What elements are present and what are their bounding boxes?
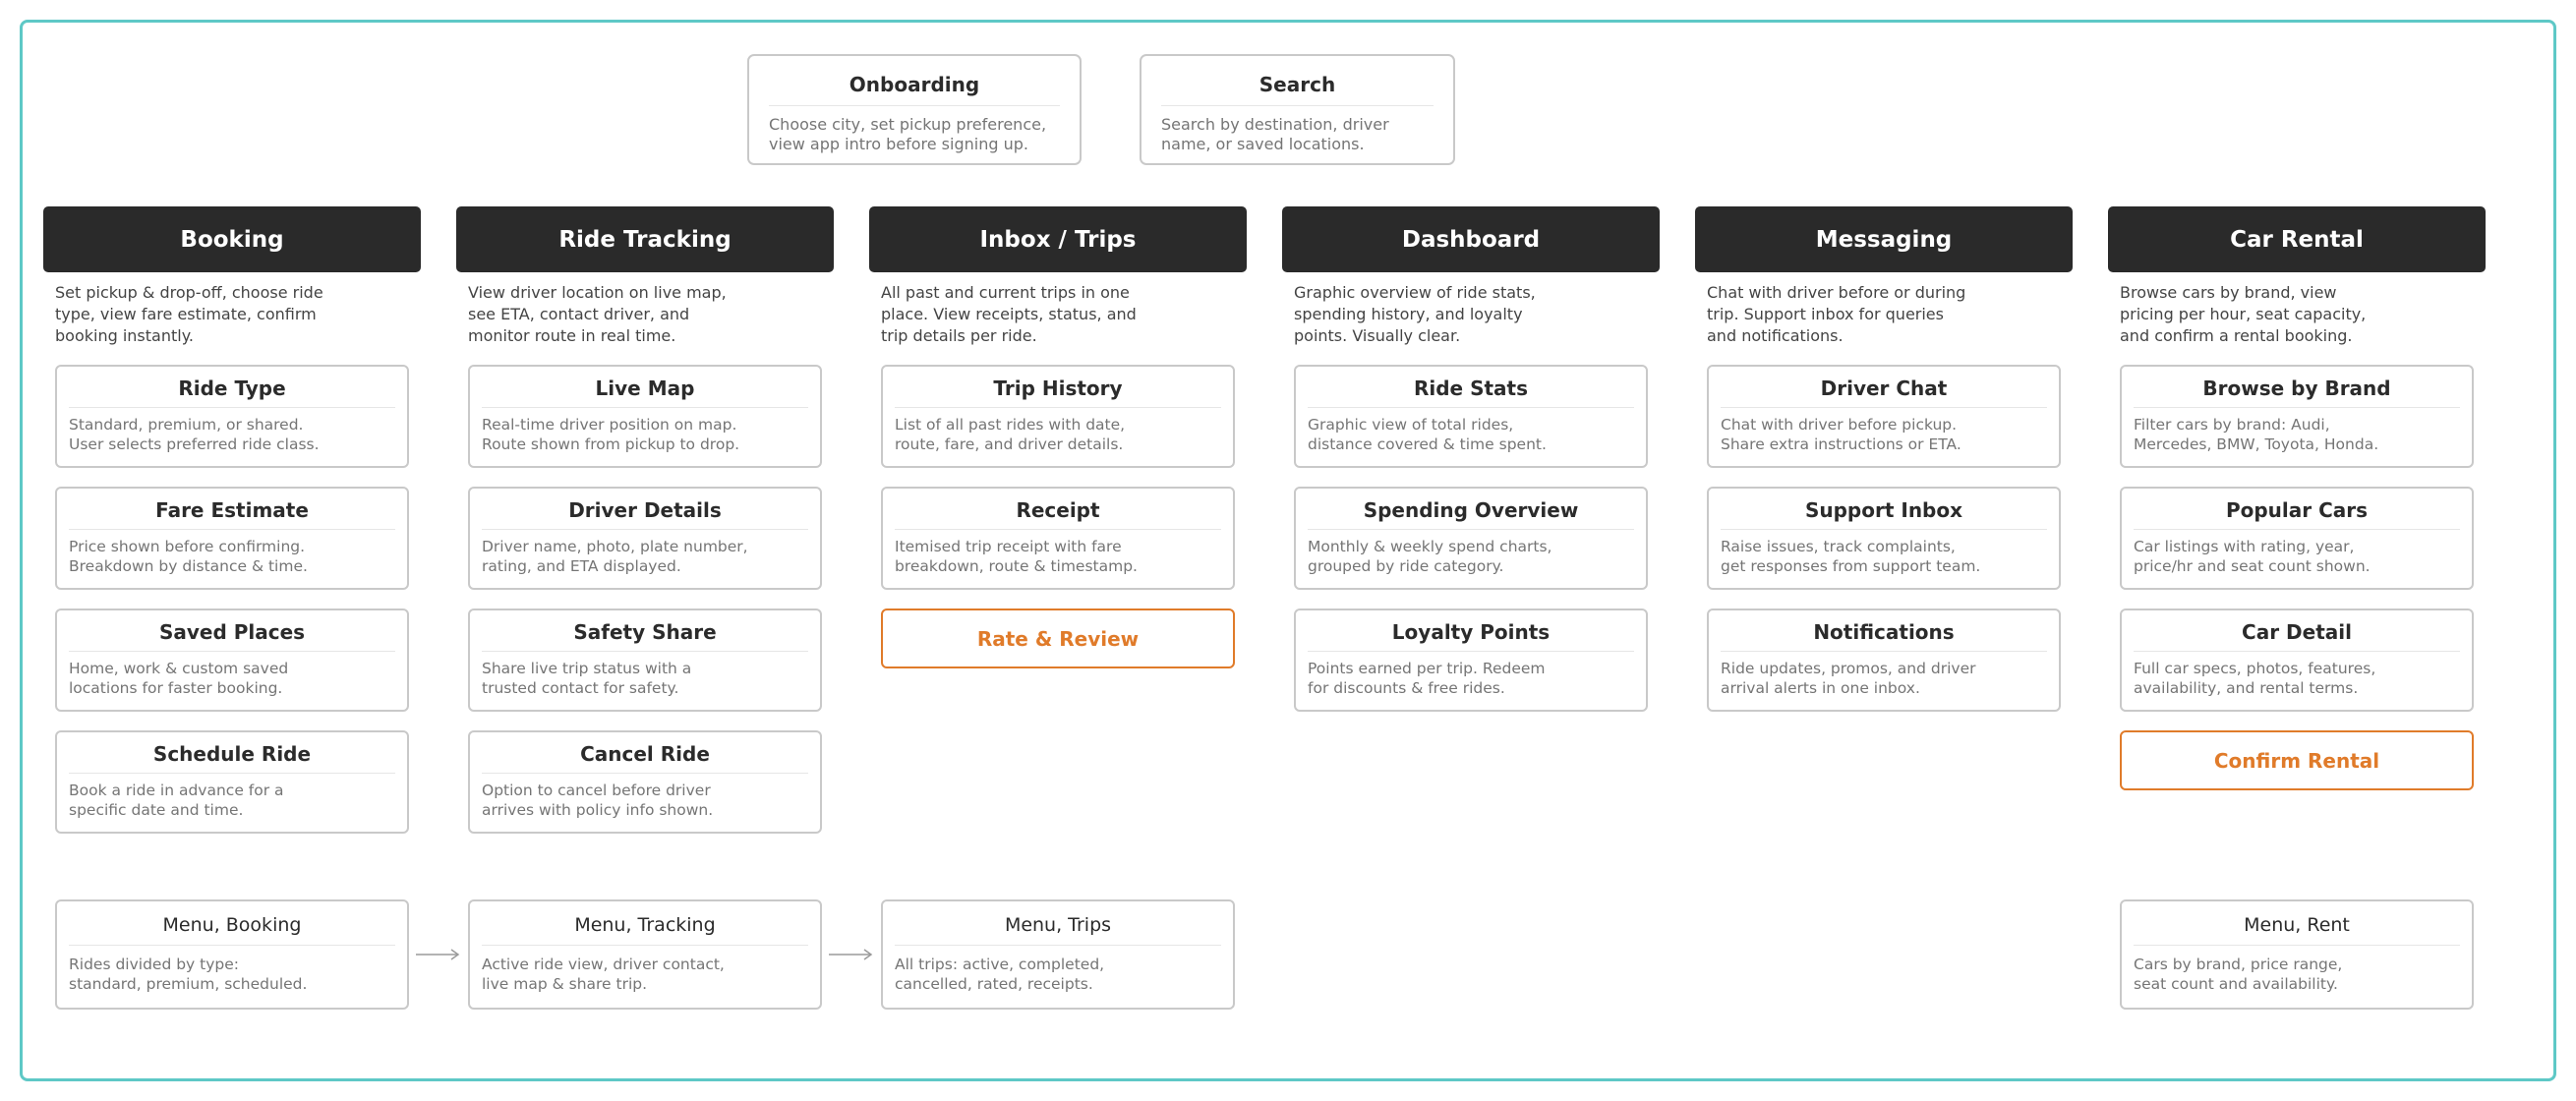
card-title: Spending Overview [1308,489,1634,530]
flow-arrow-icon [827,947,876,962]
card-description: Car listings with rating, year, price/hr and seat count shown. [2134,538,2371,575]
card-title: Receipt [895,489,1221,530]
card-title: Driver Chat [1721,367,2047,408]
menu-rent-card[interactable] [2120,899,2474,1010]
card-title: Ride Type [69,367,395,408]
card-description: Monthly & weekly spend charts, grouped by ride category. [1308,538,1552,575]
search-card[interactable] [1140,54,1455,165]
menu-trips-card[interactable] [881,899,1235,1010]
card-safety-share[interactable] [468,608,822,712]
card-title: Menu, Rent [2134,901,2460,946]
card-description: Cars by brand, price range, seat count and availability. [2134,956,2343,993]
card-description: Real-time driver position on map. Route shown from pickup to drop. [482,416,740,453]
column-header[interactable]: Messaging [1695,206,2073,272]
card-description: Graphic view of total rides, distance covered & time spent. [1308,416,1547,453]
onboarding-card[interactable] [747,54,1082,165]
card-description: Standard, premium, or shared. User selects preferred ride class. [69,416,320,453]
card-popular-cars[interactable] [2120,487,2474,590]
card-description: Share live trip status with a trusted contact for safety. [482,660,692,697]
card-description: Raise issues, track complaints, get responses from support team. [1721,538,1981,575]
card-description: Book a ride in advance for a specific date and time. [69,782,284,819]
column-header[interactable]: Dashboard [1282,206,1660,272]
column-description: All past and current trips in one place. View receipts, status, and trip details per ride. [881,283,1137,345]
card-spending-overview[interactable] [1294,487,1648,590]
card-driver-chat[interactable] [1707,365,2061,468]
card-description: Filter cars by brand: Audi, Mercedes, BMW, Toyota, Honda. [2134,416,2379,453]
card-description: Choose city, set pickup preference, view app intro before signing up. [769,115,1047,153]
card-trip-history[interactable] [881,365,1235,468]
card-car-detail[interactable] [2120,608,2474,712]
card-title: Browse by Brand [2134,367,2460,408]
card-description: Driver name, photo, plate number, rating, and ETA displayed. [482,538,748,575]
card-title: Ride Stats [1308,367,1634,408]
card-title: Cancel Ride [482,732,808,774]
card-description: Home, work & custom saved locations for faster booking. [69,660,289,697]
column-description: View driver location on live map, see ETA, contact driver, and monitor route in real time. [468,283,727,345]
card-title: Menu, Tracking [482,901,808,946]
card-receipt[interactable] [881,487,1235,590]
card-description: Active ride view, driver contact, live map & share trip. [482,956,725,993]
card-notifications[interactable] [1707,608,2061,712]
card-ride-type[interactable] [55,365,409,468]
card-ride-stats[interactable] [1294,365,1648,468]
column-ride-tracking [456,206,834,834]
card-fare-estimate[interactable] [55,487,409,590]
card-title: Live Map [482,367,808,408]
column-dashboard [1282,206,1660,712]
card-description: Itemised trip receipt with fare breakdown, route & timestamp. [895,538,1138,575]
card-title: Popular Cars [2134,489,2460,530]
menu-booking-card[interactable] [55,899,409,1010]
column-car-rental [2108,206,2486,790]
card-cancel-ride[interactable] [468,730,822,834]
card-description: List of all past rides with date, route, fare, and driver details. [895,416,1126,453]
card-title: Support Inbox [1721,489,2047,530]
card-title: Fare Estimate [69,489,395,530]
column-messaging [1695,206,2073,712]
card-title: Loyalty Points [1308,610,1634,652]
card-schedule-ride[interactable] [55,730,409,834]
card-description: Rides divided by type: standard, premium, scheduled. [69,956,308,993]
card-title: Driver Details [482,489,808,530]
card-description: Option to cancel before driver arrives with policy info shown. [482,782,714,819]
card-title: Saved Places [69,610,395,652]
column-description: Set pickup & drop-off, choose ride type, view fare estimate, confirm booking instantly. [55,283,323,345]
card-title: Search [1161,56,1434,106]
flow-arrow-icon [414,947,463,962]
column-description: Chat with driver before or during trip. Support inbox for queries and notifications. [1707,283,1966,345]
card-title: Car Detail [2134,610,2460,652]
card-description: Points earned per trip. Redeem for discounts & free rides. [1308,660,1546,697]
card-driver-details[interactable] [468,487,822,590]
card-description: Full car specs, photos, features, availability, and rental terms. [2134,660,2376,697]
card-title: Menu, Trips [895,901,1221,946]
card-title: Onboarding [769,56,1060,106]
column-description: Browse cars by brand, view pricing per hour, seat capacity, and confirm a rental booking. [2120,283,2367,345]
card-description: Ride updates, promos, and driver arrival alerts in one inbox. [1721,660,1976,697]
column-header[interactable]: Booking [43,206,421,272]
rate-review-button[interactable]: Rate & Review [881,608,1235,668]
card-live-map[interactable] [468,365,822,468]
card-browse-by-brand[interactable] [2120,365,2474,468]
card-title: Safety Share [482,610,808,652]
card-description: All trips: active, completed, cancelled, rated, receipts. [895,956,1105,993]
card-description: Price shown before confirming. Breakdown by distance & time. [69,538,308,575]
column-header[interactable]: Inbox / Trips [869,206,1247,272]
column-header[interactable]: Ride Tracking [456,206,834,272]
column-booking [43,206,421,834]
menu-tracking-card[interactable] [468,899,822,1010]
card-title: Notifications [1721,610,2047,652]
confirm-rental-button[interactable]: Confirm Rental [2120,730,2474,790]
card-description: Chat with driver before pickup. Share extra instructions or ETA. [1721,416,1961,453]
column-inbox-trips [869,206,1247,668]
card-loyalty-points[interactable] [1294,608,1648,712]
column-header[interactable]: Car Rental [2108,206,2486,272]
card-description: Search by destination, driver name, or saved locations. [1161,115,1389,153]
card-saved-places[interactable] [55,608,409,712]
card-title: Schedule Ride [69,732,395,774]
card-title: Menu, Booking [69,901,395,946]
card-support-inbox[interactable] [1707,487,2061,590]
card-title: Trip History [895,367,1221,408]
column-description: Graphic overview of ride stats, spending history, and loyalty points. Visually clear. [1294,283,1536,345]
